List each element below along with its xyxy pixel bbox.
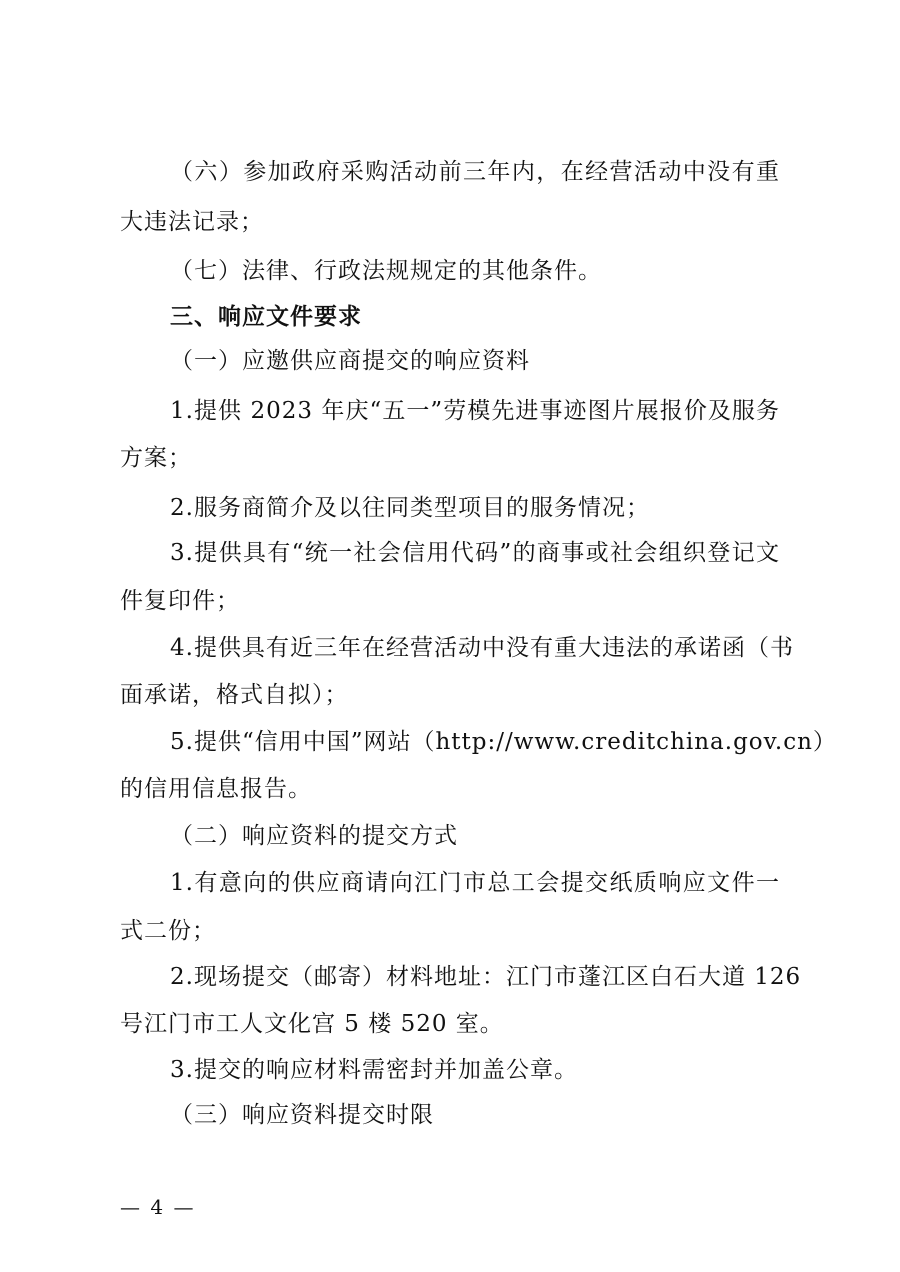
paragraph-line: 方案； — [120, 445, 192, 471]
paragraph-line: 4.提供具有近三年在经营活动中没有重大违法的承诺函（书 — [170, 635, 794, 661]
paragraph-line: 1.有意向的供应商请向江门市总工会提交纸质响应文件一 — [170, 870, 780, 896]
subsection-heading: （三）响应资料提交时限 — [170, 1102, 434, 1128]
paragraph-line: 面承诺，格式自拟）； — [120, 682, 349, 708]
subsection-heading: （一）应邀供应商提交的响应资料 — [170, 348, 530, 374]
paragraph-line: 2.服务商简介及以往同类型项目的服务情况； — [170, 495, 650, 521]
paragraph-line: 件复印件； — [120, 588, 240, 614]
paragraph-line: 大违法记录； — [120, 209, 264, 235]
paragraph-line: 1.提供 2023 年庆“五一”劳模先进事迹图片展报价及服务 — [170, 398, 780, 424]
page-number: — 4 — — [120, 1195, 196, 1219]
paragraph-line: 号江门市工人文化宫 5 楼 520 室。 — [120, 1011, 504, 1037]
paragraph-line: 3.提交的响应材料需密封并加盖公章。 — [170, 1057, 578, 1083]
paragraph-line: 3.提供具有“统一社会信用代码”的商事或社会组织登记文 — [170, 540, 780, 566]
paragraph-line: 5.提供“信用中国”网站（http://www.creditchina.gov.cn） — [170, 729, 837, 755]
section-heading: 三、响应文件要求 — [170, 303, 362, 330]
paragraph-line: （六）参加政府采购活动前三年内，在经营活动中没有重 — [170, 159, 780, 185]
subsection-heading: （二）响应资料的提交方式 — [170, 823, 458, 849]
paragraph-line: （七）法律、行政法规规定的其他条件。 — [170, 258, 602, 284]
paragraph-line: 式二份； — [120, 918, 216, 944]
paragraph-line: 2.现场提交（邮寄）材料地址：江门市蓬江区白石大道 126 — [170, 964, 802, 990]
paragraph-line: 的信用信息报告。 — [120, 776, 312, 802]
